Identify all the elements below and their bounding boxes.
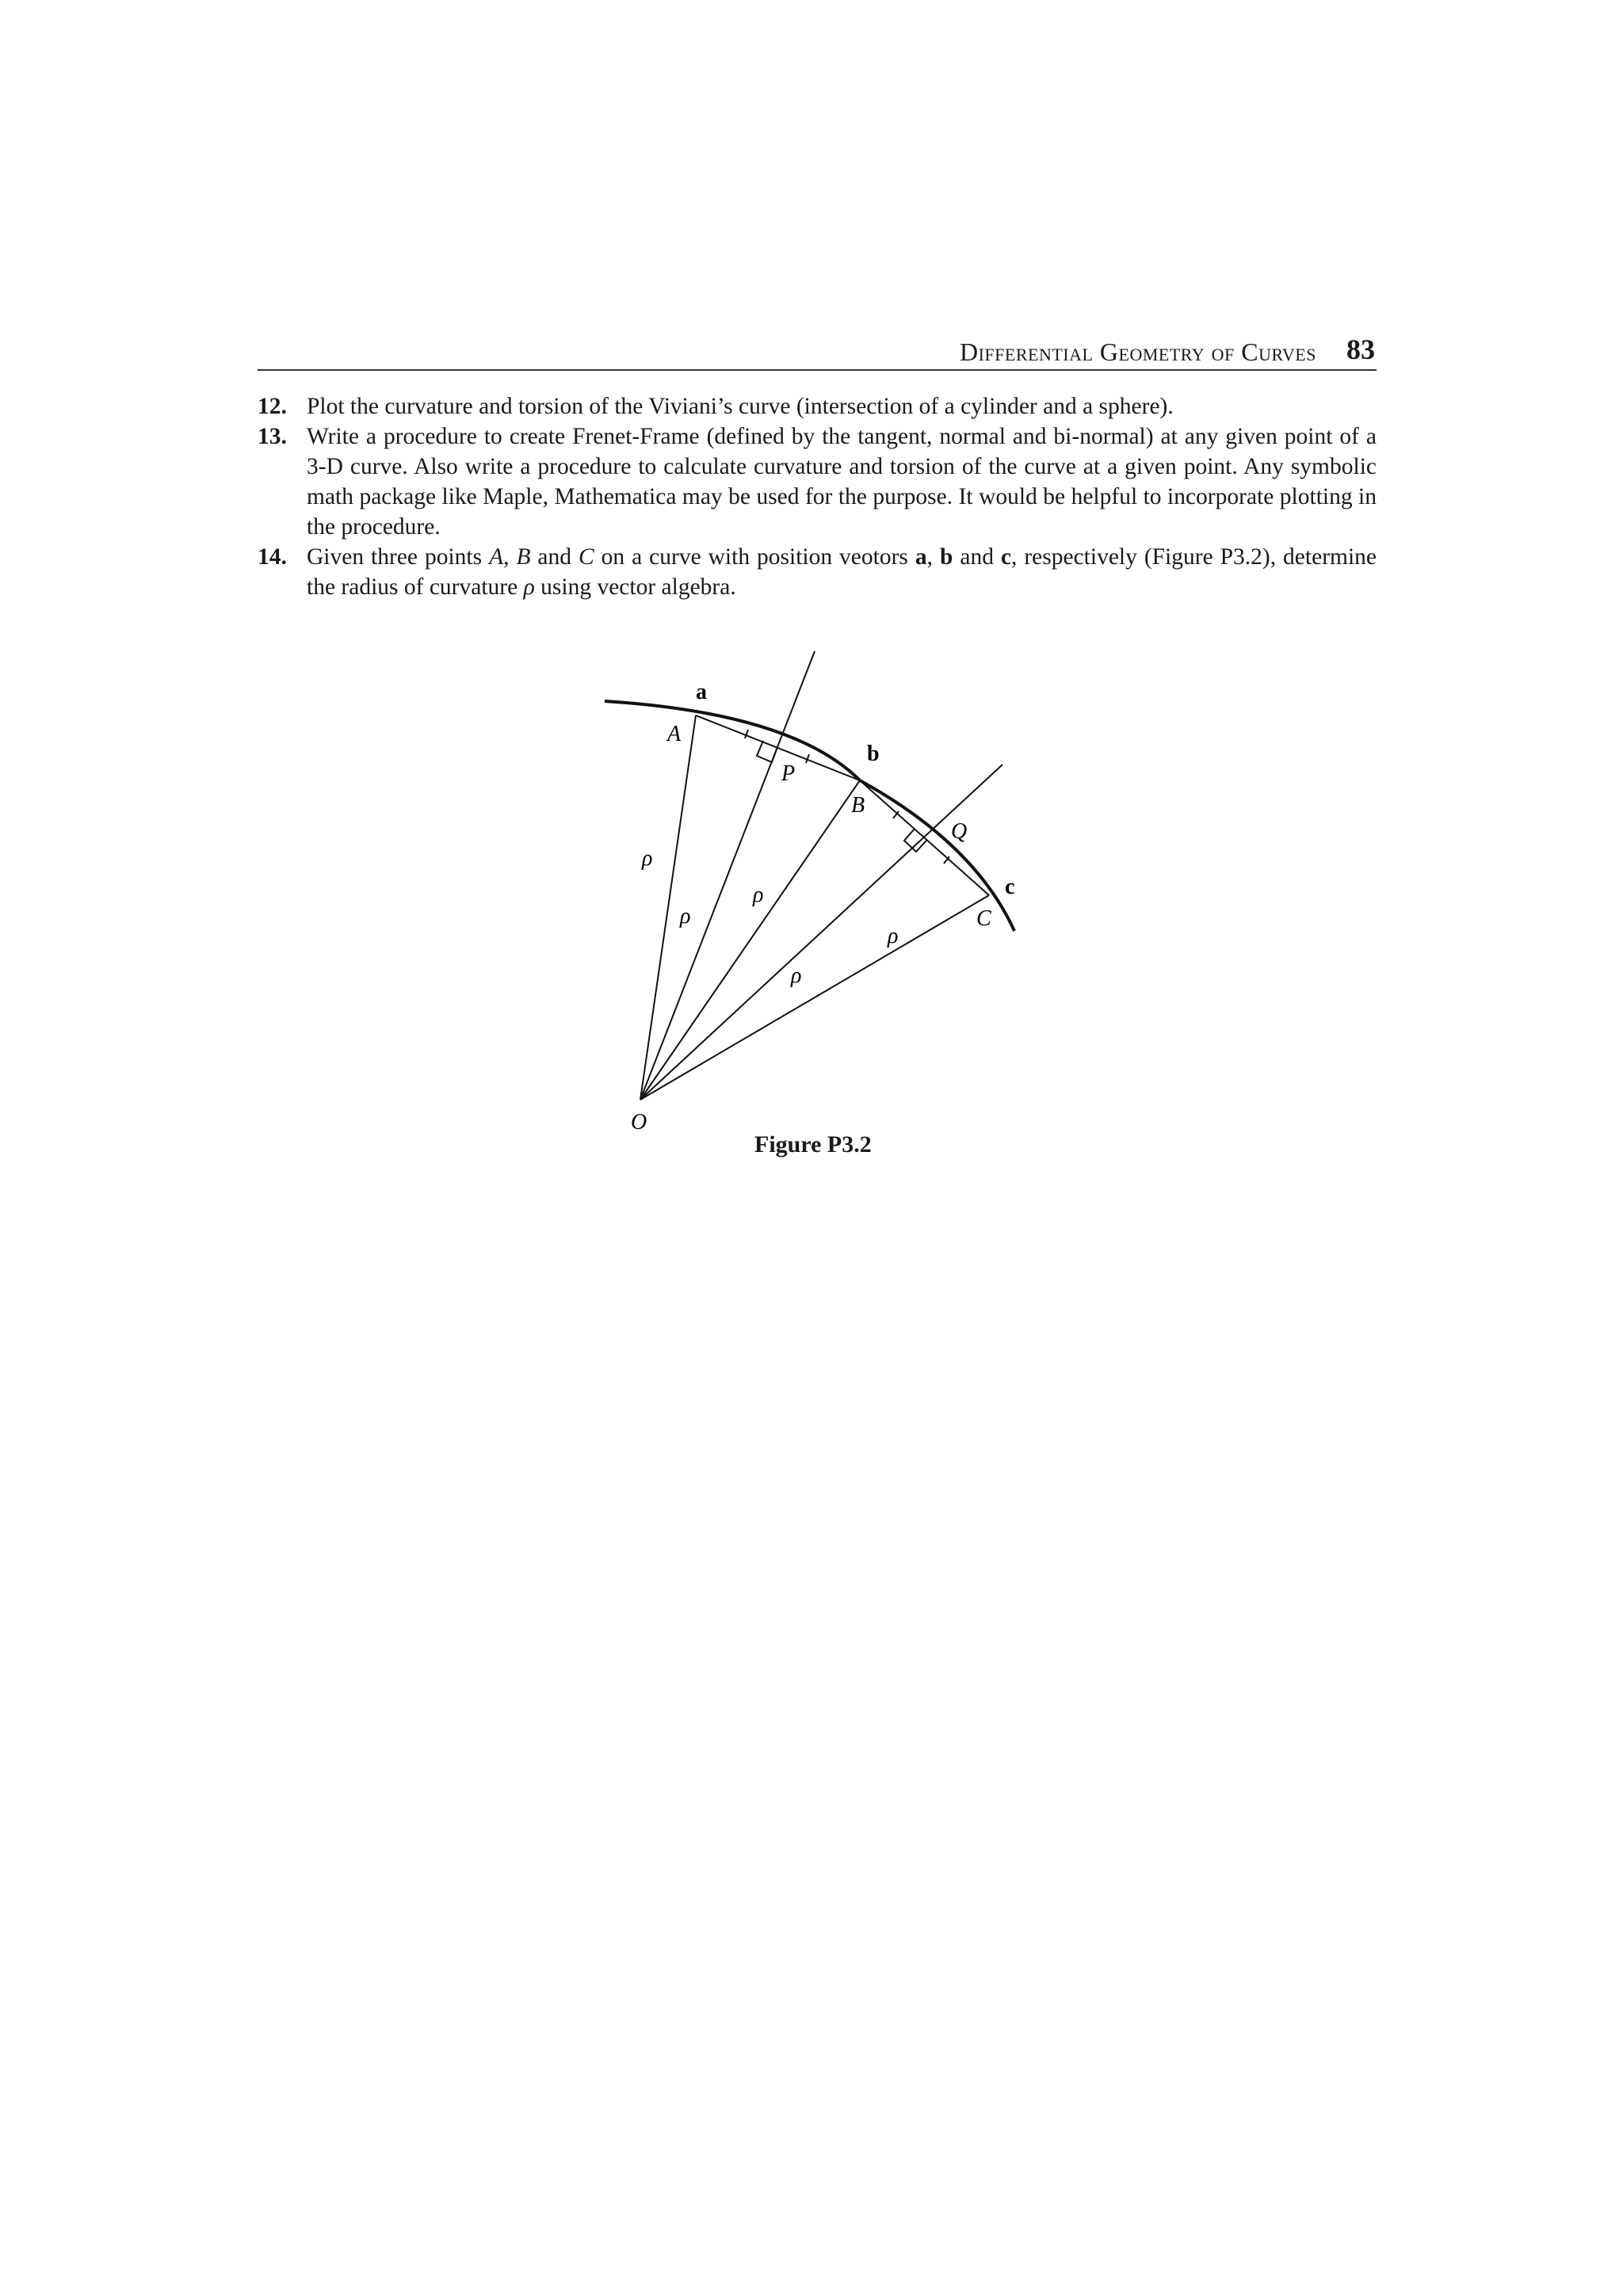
label-vector-c: c	[1005, 875, 1015, 899]
label-rho: ρ	[753, 883, 764, 907]
problem-text: Plot the curvature and torsion of the Viviani’s curve (intersection of a cylinder and a sphere).	[307, 394, 1174, 419]
label-rho: ρ	[642, 846, 653, 871]
curve	[605, 701, 1014, 931]
bisector-q	[640, 765, 1002, 1100]
problem-number: 13.	[258, 424, 287, 449]
right-angle-q	[904, 829, 926, 852]
label-origin-o: O	[631, 1110, 647, 1135]
label-vector-b: b	[867, 742, 880, 766]
label-vector-a: a	[696, 680, 707, 704]
label-point-c: C	[976, 906, 991, 931]
problem-text: Write a procedure to create Frenet-Frame (defined by the tangent, normal and bi-normal) at any given point of a 3-D curve. Also write a procedure to calculate curvature and torsion of the curve at a given point. Any symbolic math package like Maple, Mathematica may be used for the purpose. It would be helpful to incorporate plotting in the procedure.	[307, 424, 1377, 540]
label-rho: ρ	[680, 904, 691, 929]
page-number: 83	[1346, 334, 1375, 365]
problem-text: Given three points A, B and C on a curve with position veotors a, b and c, respectively (Figure P3.2), determine the radius of curvature ρ using vector algebra.	[307, 544, 1377, 600]
problem-number: 12.	[258, 394, 287, 419]
label-point-b: B	[851, 793, 865, 818]
radius-oc	[640, 895, 989, 1100]
running-title: Differential Geometry of Curves	[960, 338, 1316, 366]
tick-mark	[745, 730, 748, 738]
figure-caption: Figure P3.2	[754, 1131, 872, 1158]
label-rho: ρ	[791, 963, 802, 988]
radius-ob	[640, 780, 860, 1100]
label-point-p: P	[781, 761, 796, 786]
label-rho: ρ	[888, 924, 899, 948]
problem-number: 14.	[258, 544, 287, 570]
label-point-a: A	[667, 722, 682, 746]
label-point-q: Q	[951, 819, 968, 844]
